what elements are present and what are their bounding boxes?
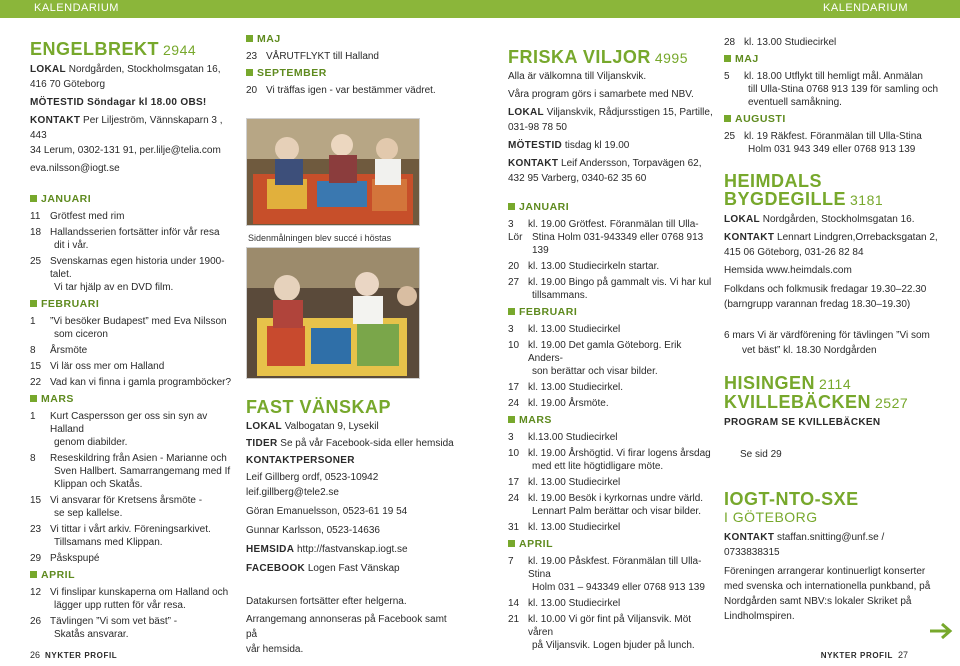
calendar-event bbox=[508, 521, 718, 534]
friska-viljor-calendar-cont bbox=[724, 52, 940, 156]
square-bullet-icon bbox=[246, 35, 253, 42]
calendar-event bbox=[508, 431, 718, 444]
event-day: 25 bbox=[724, 131, 736, 142]
event-day: 20 bbox=[508, 261, 520, 272]
event-text: som ciceron bbox=[54, 329, 108, 340]
heimdals-title: HEIMDALS BYGDEGILLE 3181 bbox=[724, 171, 884, 209]
photo-silk-painting-1 bbox=[246, 118, 420, 226]
month-heading: FEBRUARI bbox=[508, 305, 718, 320]
event-text: tillsammans. bbox=[532, 290, 588, 301]
fast-vanskap-website-link[interactable]: http://fastvanskap.iogt.se bbox=[297, 544, 408, 555]
event-text: Vad kan vi finna i gamla programböcker? bbox=[50, 377, 232, 388]
event-text: Kurt Caspersson ger oss sin syn av Halland bbox=[50, 411, 208, 435]
event-text: kl. 19.00 Det gamla Göteborg. Erik Anders- bbox=[528, 340, 682, 364]
event-day: 7 bbox=[508, 556, 514, 567]
event-day: 23 bbox=[30, 524, 42, 535]
event-text: på Viljansvik. Logen bjuder på lunch. bbox=[532, 640, 695, 651]
event-text: kl. 13.00 Studiecirkeln startar. bbox=[528, 261, 660, 272]
square-bullet-icon bbox=[30, 571, 37, 578]
fast-vanskap-title: FAST VÄNSKAP bbox=[246, 397, 392, 417]
calendar-event bbox=[724, 70, 940, 109]
event-text: till Ulla-Stina 0768 913 139 för samling och bbox=[748, 84, 939, 95]
month-heading: SEPTEMBER bbox=[246, 66, 456, 81]
event-text: kl. 13.00 Studiecirkel bbox=[528, 324, 621, 335]
event-text: kl. 10.00 Vi gör fint på Viljansvik. Möt våren bbox=[528, 614, 692, 638]
header-bar bbox=[0, 0, 960, 18]
square-bullet-icon bbox=[30, 195, 37, 202]
calendar-event bbox=[30, 255, 240, 294]
event-text: kl. 18.00 Utflykt till hemligt mål. Anmälan bbox=[744, 71, 923, 82]
column-fast-vanskap bbox=[246, 22, 456, 97]
friska-viljor-calendar bbox=[508, 200, 718, 652]
calendar-event bbox=[508, 397, 718, 410]
event-text: kl.13.00 Studiecirkel bbox=[528, 432, 618, 443]
event-day: 17 bbox=[508, 477, 520, 488]
event-text: Vi tar hjälp av en DVD film. bbox=[54, 282, 174, 293]
event-day: 15 bbox=[30, 495, 42, 506]
fast-vanskap-block: FAST VÄNSKAP LOKAL Valbogatan 9, Lysekil TIDER Se på vår Facebook-sida eller hemsida KONTAKTPERSONER Leif Gillberg ordf, 0523-10942 leif.gillberg@tele2.se Göran Emanuelsson, 0523-61 19 54 Gunnar Karlsson, 0523-14636 HEMSIDA http://fastvanskap.iogt.se FACEBOOK Logen Fast Vänskap Datakursen fortsätter efter helgerna. Arrangemang annonseras på Facebook samt på vår hemsida. bbox=[246, 398, 456, 657]
event-text: son berättar och visar bilder. bbox=[532, 366, 658, 377]
event-text: Sven Hallbert. Samarrangemang med If bbox=[54, 466, 231, 477]
event-text: VÅRUTFLYKT till Halland bbox=[266, 51, 379, 62]
event-text: Holm 031 943 349 eller 0768 913 139 bbox=[748, 144, 916, 155]
column-friska-viljor: FRISKA VILJOR 4995 Alla är välkomna till Viljanskvik. Våra program görs i samarbete med NBV. LOKAL Viljanskvik, Rådjursstigen 15, Partille, 031-98 78 50 MÖTESTID tisdag kl 19.00 KONTAKT Leif Andersson, Torpavägen 62, 432 95 Varberg, 0340-62 35 60 JANUARI 3 Lör kl. 19.00 Grötfest. Föranmälan till Ulla- Stina Holm 031-943349 eller 0768 913 139 20 kl. 13.00 Studiecirkeln startar. 27 kl. 19.00 Bingo på gammalt vis. Vi har kul tillsammans. FEBRUARI 3 kl. 13.00 Studiecirkel 10 kl. 19.00 Det gamla Göteborg. Erik Anders- son berättar och visar bilder. 17 kl. 13.00 Studiecirkel. 24 kl. 19.00 Årsmöte. MARS 3 kl.13.00 Studiecirkel 10 kl. 19.00 Årshögtid. Vi firar logens årsdag med ett lite högtidligare möte. 17 kl. 13.00 Studiecirkel 24 kl. 19.00 Besök i kyrkornas undre värld. Lennart Palm berättar och visar bilder. 31 kl. 13.00 Studiecirkel APRIL 7 kl. 19.00 Påskfest. Föranmälan till Ulla-Stina Holm 031 – 943349 eller 0768 913 139 14 kl. 13.00 Studiecirkel 21 kl. 10.00 Vi gör fint på Viljansvik. Möt våren på Viljansvik. Logen bjuder på lunch. bbox=[508, 22, 718, 652]
month-heading: MAJ bbox=[724, 52, 940, 67]
event-text: Tävlingen ”Vi som vet bäst” - bbox=[50, 616, 178, 627]
square-bullet-icon bbox=[508, 308, 515, 315]
event-text: Klippan och Skatås. bbox=[54, 479, 143, 490]
event-day: 12 bbox=[30, 587, 42, 598]
calendar-event bbox=[30, 494, 240, 520]
event-day: 18 bbox=[30, 227, 42, 238]
month-heading: MARS bbox=[30, 392, 240, 407]
calendar-event bbox=[30, 452, 240, 491]
event-text: Skatås ansvarar. bbox=[54, 629, 129, 640]
square-bullet-icon bbox=[508, 416, 515, 423]
square-bullet-icon bbox=[30, 395, 37, 402]
event-text: Tillsamans med Klippan. bbox=[54, 537, 163, 548]
event-text: Grötfest med rim bbox=[50, 211, 125, 222]
calendar-event bbox=[508, 476, 718, 489]
calendar-event bbox=[508, 555, 718, 594]
iogt-title: IOGT-NTO-SXE I GÖTEBORG bbox=[724, 489, 859, 525]
event-day: 25 bbox=[30, 256, 42, 267]
calendar-event bbox=[30, 376, 240, 389]
footer-left: 26 NYKTER PROFIL bbox=[30, 650, 118, 660]
event-day: 11 bbox=[30, 211, 41, 222]
calendar-event bbox=[508, 276, 718, 302]
event-day: 8 bbox=[30, 345, 36, 356]
event-text: Vi finslipar kunskaperna om Halland och bbox=[50, 587, 229, 598]
event-day: 3 Lör bbox=[508, 219, 523, 243]
event-day: 29 bbox=[30, 553, 42, 564]
calendar-event bbox=[246, 50, 456, 63]
event-text: dit i vår. bbox=[54, 240, 89, 251]
event-text: se sep kallelse. bbox=[54, 508, 123, 519]
event-text: ”Vi besöker Budapest” med Eva Nilsson bbox=[50, 316, 227, 327]
calendar-event bbox=[508, 218, 718, 257]
calendar-event bbox=[30, 615, 240, 641]
engelbrekt-calendar bbox=[30, 192, 240, 641]
photo-silk-painting-2 bbox=[246, 247, 420, 379]
calendar-event bbox=[246, 84, 456, 97]
footer-right: NYKTER PROFIL 27 bbox=[820, 650, 908, 660]
fast-vanskap-calendar bbox=[246, 32, 456, 97]
header-right: KALENDARIUM bbox=[823, 2, 908, 14]
calendar-event bbox=[508, 597, 718, 610]
month-heading: APRIL bbox=[508, 537, 718, 552]
event-day: 20 bbox=[246, 85, 258, 96]
calendar-event bbox=[30, 344, 240, 357]
friska-viljor-title: FRISKA VILJOR 4995 bbox=[508, 47, 689, 67]
square-bullet-icon bbox=[508, 540, 515, 547]
column-engelbrekt: ENGELBREKT 2944 LOKAL Nordgården, Stockholmsgatan 16, 416 70 Göteborg MÖTESTID Söndagar kl 18.00 OBS! KONTAKT Per Liljeström, Vännskaparn 3 , 443 34 Lerum, 0302-131 91, per.lilje@telia.com eva.nilsson@iogt.se JANUARI 11 Grötfest med rim 18 Hallandsserien fortsätter inför vår resa dit i vår. 25 Svenskarnas egen historia under 1900-talet. Vi tar hjälp av en DVD film. FEBRUARI 1 ”Vi besöker Budapest” med Eva Nilsson som ciceron 8 Årsmöte 15 Vi lär oss mer om Halland 22 Vad kan vi finna i gamla programböcker? MARS 1 Kurt Caspersson ger oss sin syn av Halland genom diabilder. 8 Reseskildring från Asien - Marianne och Sven Hallbert. Samarrangemang med If Klippan och Skatås. 15 Vi ansvarar för Kretsens årsmöte - se sep kallelse. 23 Vi tittar i vårt arkiv. Föreningsarkivet. Tillsamans med Klippan. 29 Påskspupé APRIL 12 Vi finslipar kunskaperna om Halland och lägger upp rutten för vår resa. 26 Tävlingen ”Vi som vet bäst” - Skatås ansvarar. bbox=[30, 22, 240, 641]
calendar-event bbox=[508, 260, 718, 273]
event-text: Hallandsserien fortsätter inför vår resa bbox=[50, 227, 220, 238]
event-day: 26 bbox=[30, 616, 42, 627]
photo-caption: Sidenmålningen blev succé i höstas bbox=[248, 233, 392, 243]
header-left: KALENDARIUM bbox=[34, 2, 119, 14]
event-day: 17 bbox=[508, 382, 520, 393]
event-text: Vi lär oss mer om Halland bbox=[50, 361, 165, 372]
calendar-event bbox=[30, 210, 240, 223]
calendar-event bbox=[30, 315, 240, 341]
event-day: 8 bbox=[30, 453, 36, 464]
event-text: Årsmöte bbox=[50, 345, 88, 356]
event-text: Svenskarnas egen historia under 1900-talet. bbox=[50, 256, 225, 280]
event-text: kl. 19.00 Påskfest. Föranmälan till Ulla-Stina bbox=[528, 556, 702, 580]
event-text: med ett lite högtidligare möte. bbox=[532, 461, 664, 472]
next-page-arrow-icon[interactable] bbox=[928, 621, 954, 644]
calendar-event bbox=[30, 226, 240, 252]
calendar-event bbox=[30, 360, 240, 373]
event-day: 23 bbox=[246, 51, 258, 62]
event-text: Reseskildring från Asien - Marianne och bbox=[50, 453, 227, 464]
square-bullet-icon bbox=[508, 203, 515, 210]
event-text: Vi träffas igen - var bestämmer vädret. bbox=[266, 85, 436, 96]
calendar-event bbox=[508, 381, 718, 394]
event-day: 10 bbox=[508, 448, 520, 459]
event-day: 15 bbox=[30, 361, 42, 372]
event-text: Vi ansvarar för Kretsens årsmöte - bbox=[50, 495, 203, 506]
heimdals-website-link[interactable]: Hemsida www.heimdals.com bbox=[724, 265, 852, 276]
month-heading: FEBRUARI bbox=[30, 297, 240, 312]
event-text: kl. 13.00 Studiecirkel. bbox=[528, 382, 624, 393]
square-bullet-icon bbox=[30, 300, 37, 307]
month-heading: MARS bbox=[508, 413, 718, 428]
event-text: kl. 19.00 Besök i kyrkornas undre värld. bbox=[528, 493, 704, 504]
event-day: 1 bbox=[30, 411, 36, 422]
month-heading: APRIL bbox=[30, 568, 240, 583]
calendar-event bbox=[30, 586, 240, 612]
event-text: Stina Holm 031-943349 eller 0768 913 139 bbox=[532, 232, 704, 256]
event-text: kl. 13.00 Studiecirkel bbox=[528, 477, 621, 488]
event-text: kl. 19.00 Årsmöte. bbox=[528, 398, 609, 409]
month-heading: MAJ bbox=[246, 32, 456, 47]
event-text: Påskspupé bbox=[50, 553, 100, 564]
event-day: 31 bbox=[508, 522, 520, 533]
event-text: Holm 031 – 943349 eller 0768 913 139 bbox=[532, 582, 705, 593]
iogt-email-link[interactable]: staffan.snitting@unf.se / bbox=[777, 532, 885, 543]
event-day: 21 bbox=[508, 614, 520, 625]
square-bullet-icon bbox=[724, 55, 731, 62]
calendar-event bbox=[508, 447, 718, 473]
event-day: 1 bbox=[30, 316, 36, 327]
event-text: kl. 13.00 Studiecirkel bbox=[528, 598, 621, 609]
calendar-event bbox=[30, 410, 240, 449]
square-bullet-icon bbox=[724, 115, 731, 122]
event-text: eventuell samåkning. bbox=[748, 97, 842, 108]
event-day: 22 bbox=[30, 377, 42, 388]
event-text: kl. 13.00 Studiecirkel bbox=[528, 522, 621, 533]
event-text: kl. 19.00 Årshögtid. Vi firar logens årsdag bbox=[528, 448, 711, 459]
event-day: 5 bbox=[724, 71, 730, 82]
event-day: 24 bbox=[508, 398, 520, 409]
event-day: 27 bbox=[508, 277, 520, 288]
calendar-event bbox=[724, 130, 940, 156]
calendar-event bbox=[30, 552, 240, 565]
event-day: 3 bbox=[508, 324, 514, 335]
event-day: 14 bbox=[508, 598, 520, 609]
square-bullet-icon bbox=[246, 69, 253, 76]
event-text: genom diabilder. bbox=[54, 437, 128, 448]
calendar-event bbox=[508, 323, 718, 336]
column-right: 28 kl. 13.00 Studiecirkel MAJ 5 kl. 18.00 Utflykt till hemligt mål. Anmälan till Ulla-Stina 0768 913 139 för samling och eventuell samåkning. AUGUSTI 25 kl. 19 Räkfest. Föranmälan till Ulla-Stina Holm 031 943 349 eller 0768 913 139 HEIMDALS BYGDEGILLE 3181 LOKAL Nordgården, Stockholmsgatan 16. KONTAKT Lennart Lindgren,Orrebacksgatan 2, 415 06 Göteborg, 031-26 82 84 Hemsida www.heimdals.com Folkdans och folkmusik fredagar 19.30–22.30 (barngrupp varannan fredag 18.30–19.30) 6 mars Vi är värdförening för tävlingen ”Vi som vet bäst” kl. 18.30 Nordgården HISINGEN 2114 KVILLEBÄCKEN 2527 PROGRAM SE KVILLEBÄCKEN Se sid 29 IOGT-NTO-SXE I GÖTEBORG KONTAKT staffan.snitting@unf.se / 0733838315 Föreningen arrangerar kontinuerligt konserter med svenska och internationella punkband, på Nordgården samt NBV:s lokaler Skriket på Lindholmspiren. bbox=[724, 37, 939, 622]
engelbrekt-title: ENGELBREKT 2944 bbox=[30, 39, 197, 59]
event-text: kl. 19.00 Bingo på gammalt vis. Vi har kul bbox=[528, 277, 712, 288]
event-day: 10 bbox=[508, 340, 520, 351]
event-text: Lennart Palm berättar och visar bilder. bbox=[532, 506, 701, 517]
calendar-event bbox=[508, 492, 718, 518]
hisingen-kvillebacken-title: HISINGEN 2114 KVILLEBÄCKEN 2527 bbox=[724, 373, 909, 412]
event-day: 24 bbox=[508, 493, 520, 504]
event-text: kl. 19 Räkfest. Föranmälan till Ulla-Stina bbox=[744, 131, 922, 142]
calendar-event bbox=[508, 339, 718, 378]
month-heading: AUGUSTI bbox=[724, 112, 940, 127]
calendar-event bbox=[508, 613, 718, 652]
event-text: lägger upp rutten för vår resa. bbox=[54, 600, 186, 611]
event-day: 3 bbox=[508, 432, 514, 443]
month-heading: JANUARI bbox=[30, 192, 240, 207]
event-text: kl. 19.00 Grötfest. Föranmälan till Ulla- bbox=[528, 219, 699, 230]
month-heading: JANUARI bbox=[508, 200, 718, 215]
event-text: Vi tittar i vårt arkiv. Föreningsarkivet. bbox=[50, 524, 211, 535]
calendar-event bbox=[30, 523, 240, 549]
